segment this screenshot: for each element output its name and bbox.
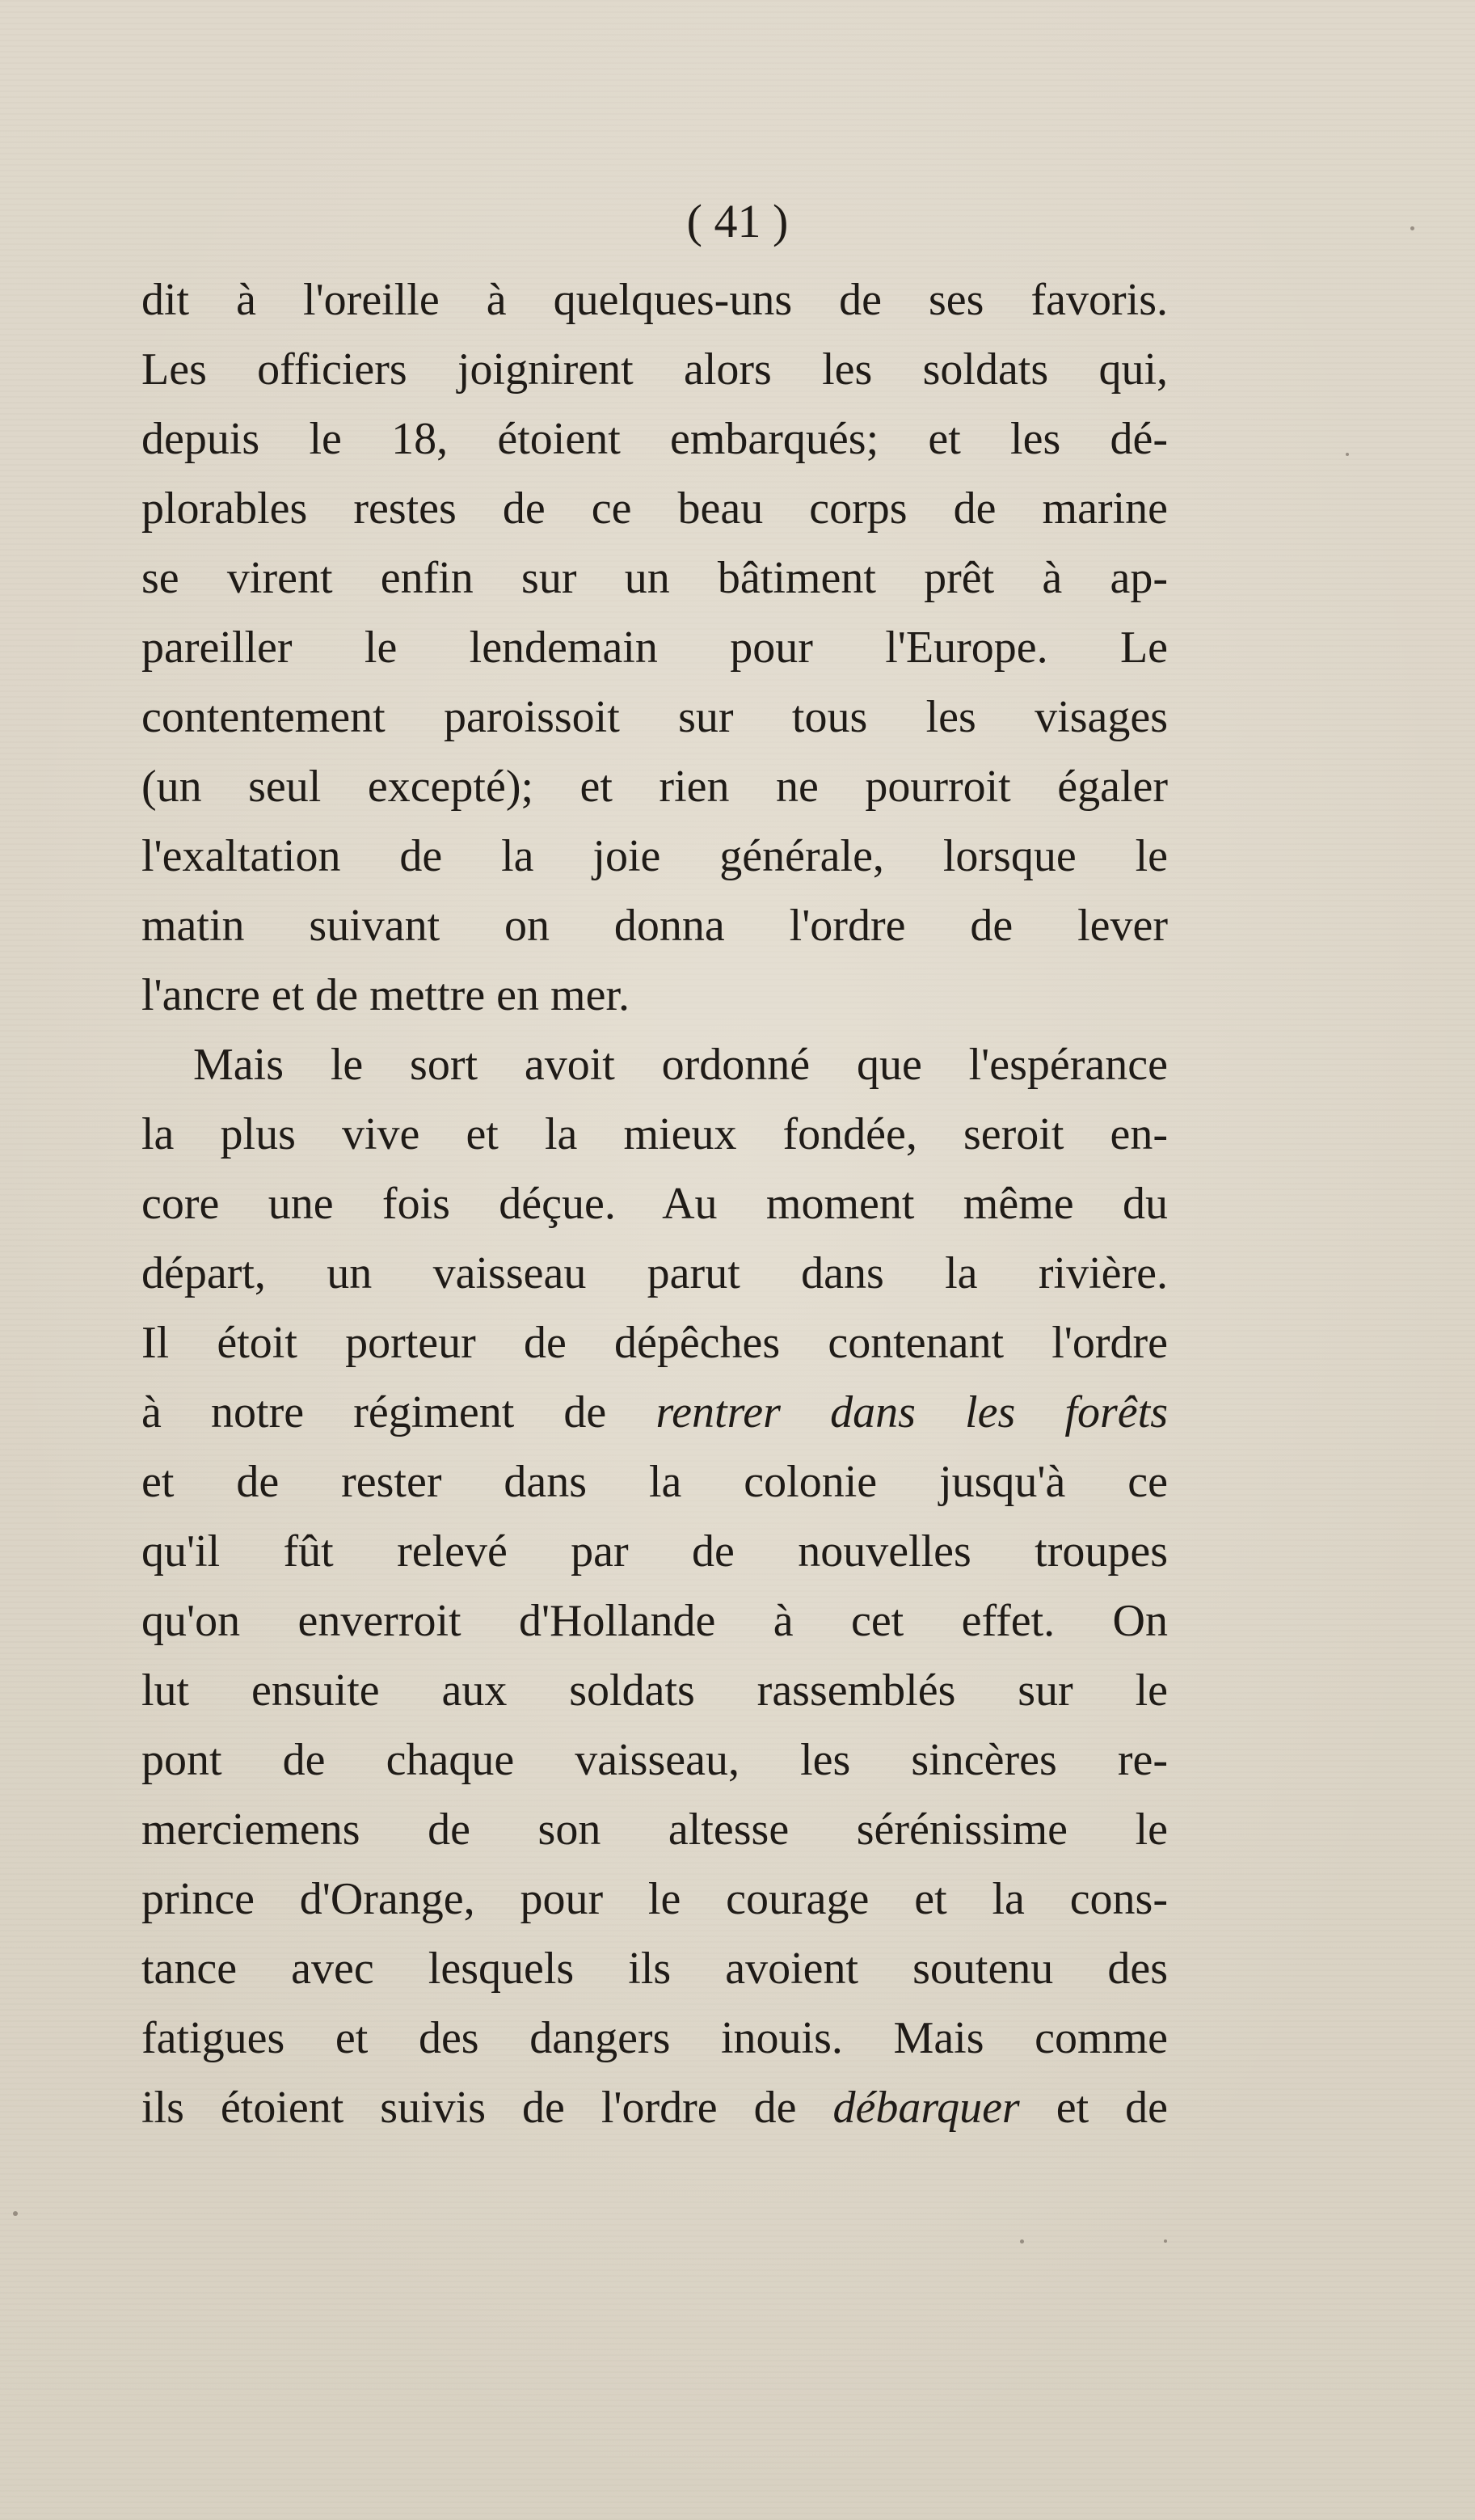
italic-phrase: débarquer [832, 2083, 1020, 2133]
paper-speck [1346, 453, 1349, 456]
text-line [141, 1378, 1168, 1447]
text-line: core une fois déçue. Au moment même du [141, 1179, 1168, 1229]
text-line: l'exaltation de la joie générale, lorsque le [141, 831, 1168, 881]
text-line: Il étoit porteur de dépêches contenant l'ordre [141, 1318, 1168, 1368]
italic-phrase: rentrer dans les forêts [655, 1387, 1168, 1437]
body-text [141, 265, 1168, 2142]
text-line: Les officiers joignirent alors les soldats qui, [141, 344, 1168, 395]
paper-speck [1164, 2239, 1167, 2243]
text-line: dit à l'oreille à quelques-uns de ses favoris. [141, 275, 1168, 325]
text-line: Mais le sort avoit ordonné que l'espérance [193, 1040, 1168, 1090]
text-line: pont de chaque vaisseau, les sincères re- [141, 1735, 1168, 1785]
text-line: plorables restes de ce beau corps de marine [141, 483, 1168, 534]
text-line: depuis le 18, étoient embarqués; et les dé- [141, 414, 1168, 464]
text-line [141, 2073, 1168, 2142]
text-line: la plus vive et la mieux fondée, seroit en- [141, 1109, 1168, 1159]
text-line: tance avec lesquels ils avoient soutenu des [141, 1944, 1168, 1994]
text-line: (un seul excepté); et rien ne pourroit égaler [141, 762, 1168, 812]
text-line: matin suivant on donna l'ordre de lever [141, 901, 1168, 951]
paper-speck [1020, 2239, 1024, 2244]
text-line: qu'il fût relevé par de nouvelles troupes [141, 1526, 1168, 1577]
text-line: départ, un vaisseau parut dans la rivière. [141, 1248, 1168, 1298]
text-segment: et de [1019, 2083, 1168, 2133]
text-line: contentement paroissoit sur tous les visages [141, 692, 1168, 742]
text-line: prince d'Orange, pour le courage et la cons- [141, 1874, 1168, 1924]
text-line: fatigues et des dangers inouis. Mais comme [141, 2013, 1168, 2063]
text-line: se virent enfin sur un bâtiment prêt à ap- [141, 553, 1168, 603]
text-line: lut ensuite aux soldats rassemblés sur le [141, 1665, 1168, 1716]
text-line: et de rester dans la colonie jusqu'à ce [141, 1457, 1168, 1507]
text-segment: à notre régiment de [141, 1387, 656, 1437]
paper-speck [1410, 226, 1414, 230]
text-line: pareiller le lendemain pour l'Europe. Le [141, 623, 1168, 673]
text-line: merciemens de son altesse sérénissime le [141, 1805, 1168, 1855]
paper-speck [13, 2211, 18, 2216]
text-line: l'ancre et de mettre en mer. [141, 970, 630, 1020]
page-number: ( 41 ) [686, 195, 789, 247]
text-segment: ils étoient suivis de l'ordre de [141, 2083, 833, 2133]
text-line: qu'on enverroit d'Hollande à cet effet. On [141, 1596, 1168, 1646]
